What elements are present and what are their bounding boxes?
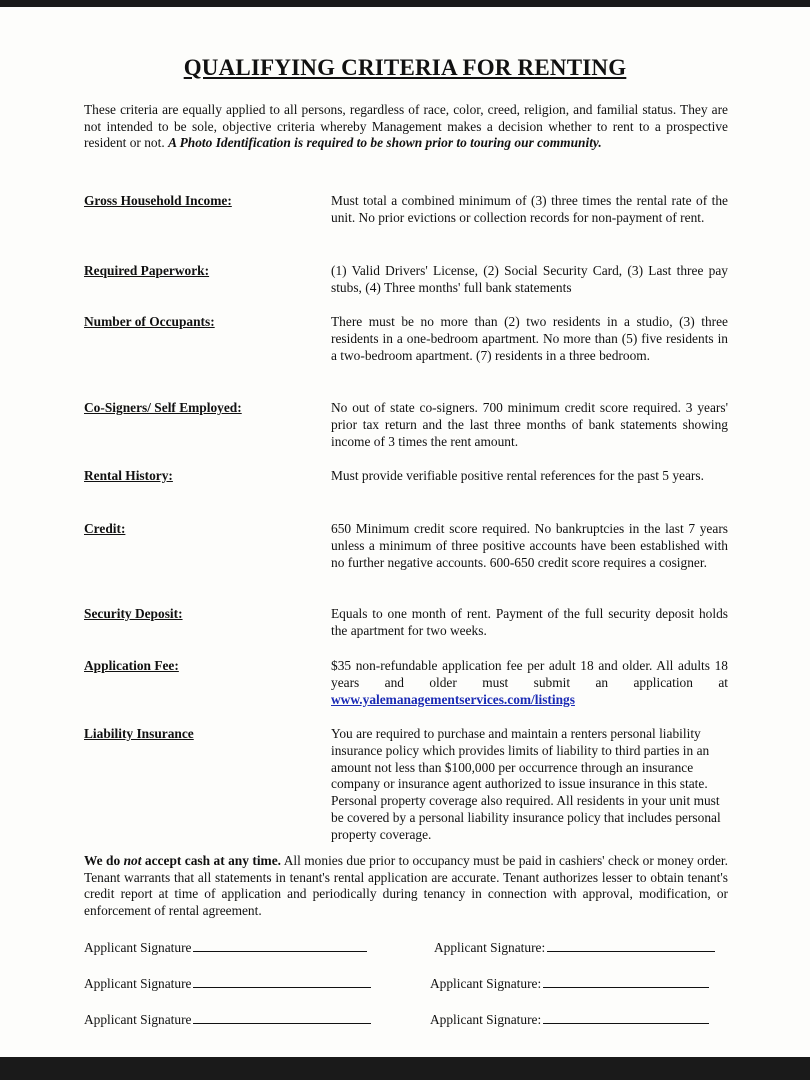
- criteria-value: There must be no more than (2) two residents in a studio, (3) three residents in a one-bedroom apartment. No more than (5) five residents in a two-bedroom apartment. (7) residents in a three bedroom.: [331, 314, 728, 363]
- document-title: QUALIFYING CRITERIA FOR RENTING: [183, 55, 627, 80]
- criteria-label: Security Deposit:: [84, 606, 183, 621]
- criteria-label: Gross Household Income:: [84, 193, 232, 208]
- document-page: [0, 7, 810, 1057]
- applicant-signature-right-2: [430, 975, 709, 992]
- criteria-value: [331, 658, 728, 708]
- criteria-label: Required Paperwork:: [84, 263, 210, 278]
- criteria-label: Application Fee:: [84, 658, 179, 673]
- criteria-value: Equals to one month of rent. Payment of the full security deposit holds the apartment for two weeks.: [331, 606, 728, 638]
- applicant-signature-left-2: [84, 975, 371, 992]
- criteria-value: (1) Valid Drivers' License, (2) Social Security Card, (3) Last three pay stubs, (4) Three months' full bank statements: [331, 263, 728, 295]
- criteria-label: Co-Signers/ Self Employed:: [84, 400, 242, 415]
- criteria-value: You are required to purchase and maintain a renters personal liability insurance policy which provides limits of liability to third parties in an amount not less than $100,000 per occurrence through an insurance company or insurance agent authorized to issue insurance in this state. Personal property coverage also required. All residents in your unit must be covered by a personal liability insurance policy that includes personal property coverage.: [331, 726, 721, 842]
- applicant-signature-left-3: [84, 1011, 371, 1028]
- signature-label: Applicant Signature:: [430, 976, 542, 991]
- notice-text: All monies due prior to occupancy must be paid in cashiers' check or money order. Tenant warrants that all statements in tenant's rental application are accurate. Tenant authorizes lesser to obtain tenant's credit report at time of application and periodically during tenancy in connection with approval, modification, or enforcement of rental agreement.: [84, 853, 728, 918]
- criteria-label: Liability Insurance: [84, 726, 194, 741]
- criteria-label: Credit:: [84, 521, 126, 536]
- bottom-bar: [0, 1057, 810, 1080]
- application-fee-text: $35 non-refundable application fee per adult 18 and older. All adults 18 years and older must submit an application at: [331, 658, 728, 690]
- signature-line[interactable]: [547, 939, 715, 952]
- signature-label: Applicant Signature: [84, 1012, 192, 1027]
- notice-bold-start: We do: [84, 853, 121, 868]
- criteria-value: No out of state co-signers. 700 minimum credit score required. 3 years' prior tax return and the last three months of bank statements showing income of 3 times the rent amount.: [331, 400, 728, 449]
- criteria-label: Number of Occupants:: [84, 314, 215, 329]
- signature-label: Applicant Signature:: [434, 940, 546, 955]
- signature-label: Applicant Signature: [84, 940, 192, 955]
- signature-label: Applicant Signature: [84, 976, 192, 991]
- notice-bold-end: accept cash at any time.: [144, 853, 282, 868]
- signature-line[interactable]: [193, 1011, 371, 1024]
- notice-bold-italic: not: [123, 853, 142, 868]
- criteria-value: 650 Minimum credit score required. No bankruptcies in the last 7 years unless a minimum of three positive accounts have been established with no further negative accounts. 600-650 credit score requires a cosigner.: [331, 521, 728, 570]
- intro-emphasis: A Photo Identification is required to be shown prior to touring our community.: [168, 135, 602, 150]
- signature-line[interactable]: [193, 939, 367, 952]
- signature-line[interactable]: [193, 975, 371, 988]
- applicant-signature-left-1: [84, 939, 367, 956]
- applicant-signature-right-3: [430, 1011, 709, 1028]
- applicant-signature-right-1: [434, 939, 715, 956]
- listings-link[interactable]: www.yalemanagementservices.com/listings: [331, 691, 575, 707]
- criteria-value: Must total a combined minimum of (3) three times the rental rate of the unit. No prior evictions or collection records for non-payment of rent.: [331, 193, 728, 225]
- intro-paragraph: [84, 102, 728, 152]
- signature-label: Applicant Signature:: [430, 1012, 542, 1027]
- signature-line[interactable]: [543, 1011, 709, 1024]
- intro-text: These criteria are equally applied to all persons, regardless of race, color, creed, religion, and familial status. They are not intended to be sole, objective criteria whereby Management makes a decision whether to rent to a prospective resident or not.: [84, 102, 728, 150]
- criteria-value: Must provide verifiable positive rental references for the past 5 years.: [331, 468, 704, 483]
- criteria-label: Rental History:: [84, 468, 173, 483]
- signature-line[interactable]: [543, 975, 709, 988]
- cash-notice-paragraph: [84, 853, 728, 919]
